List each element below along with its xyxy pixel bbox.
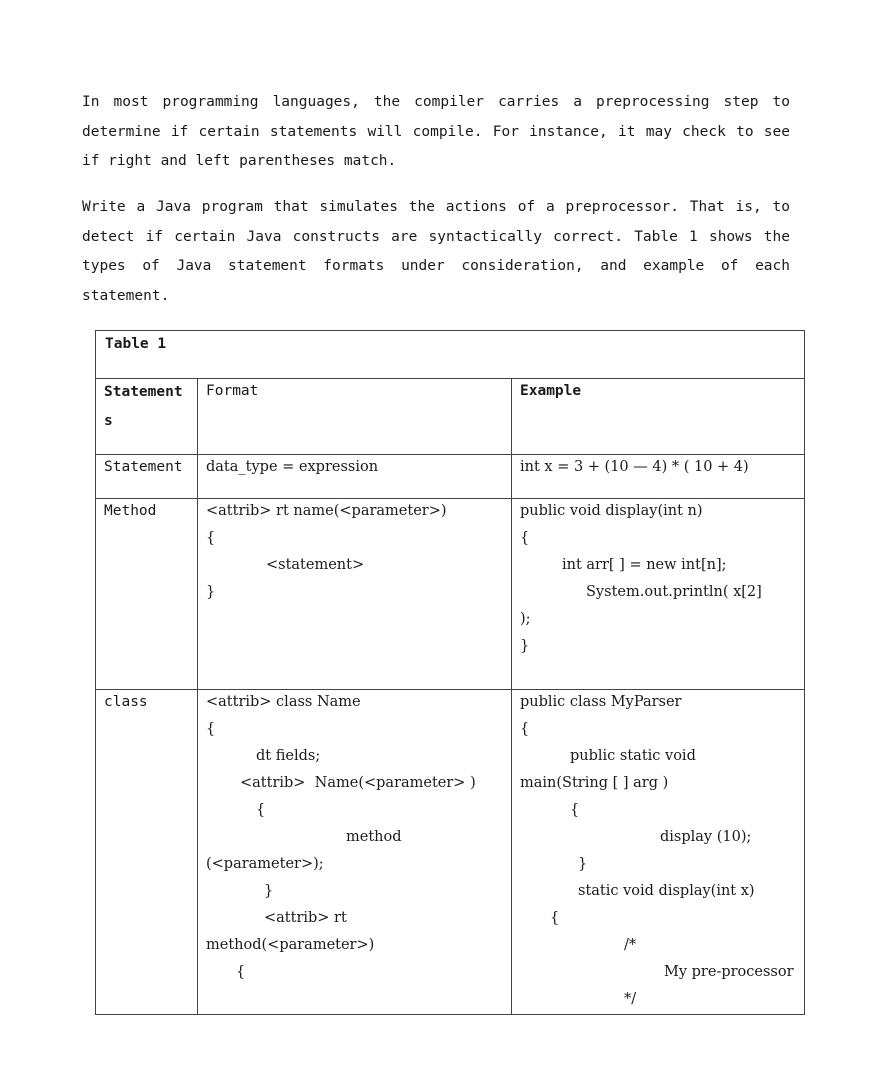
intro-paragraph-1 (82, 88, 790, 177)
paragraph-line: Write a Java program that simulates the actions of a preprocessor. That is, to (82, 199, 790, 215)
table-rule (511, 378, 512, 1014)
format-cell-statement: data_type = expression (206, 459, 379, 475)
format-cell-class: <attrib> class Name { dt fields; <attrib> Name(<parameter> ) { method (<parameter>); } <attrib> rt method(<parameter>) { (206, 694, 476, 980)
header-example: Example (520, 383, 582, 399)
row-name-statement: Statement (104, 459, 183, 475)
table-caption: Table 1 (105, 336, 167, 352)
row-name-method: Method (104, 503, 157, 519)
paragraph-line: In most programming languages, the compiler carries a preprocessing step to (82, 94, 790, 110)
header-statements: Statement s (104, 384, 183, 429)
row-name-class: class (104, 694, 148, 710)
header-format: Format (206, 383, 259, 399)
example-cell-method: public void display(int n) { int arr[ ] = new int[n]; System.out.println( x[2] ); } (520, 503, 762, 654)
table-rule (96, 378, 804, 379)
paragraph-line: determine if certain statements will compile. For instance, it may check to see (82, 123, 790, 140)
paragraph-line: statement. (82, 287, 170, 304)
paragraph-line: detect if certain Java constructs are syntactically correct. Table 1 shows the (82, 228, 790, 245)
example-cell-class: public class MyParser { public static void main(String [ ] arg ) { display (10); } static void display(int x) { /* My pre-processor */ (520, 694, 794, 1007)
table-rule (197, 378, 198, 1014)
paragraph-line: types of Java statement formats under consideration, and example of each (82, 258, 790, 274)
statement-table (95, 330, 805, 1015)
example-cell-statement: int x = 3 + (10 — 4) * ( 10 + 4) (520, 459, 749, 475)
format-cell-method: <attrib> rt name(<parameter>) { <statement> } (206, 503, 447, 600)
paragraph-line: if right and left parentheses match. (82, 153, 397, 169)
intro-paragraph-2 (82, 193, 790, 311)
